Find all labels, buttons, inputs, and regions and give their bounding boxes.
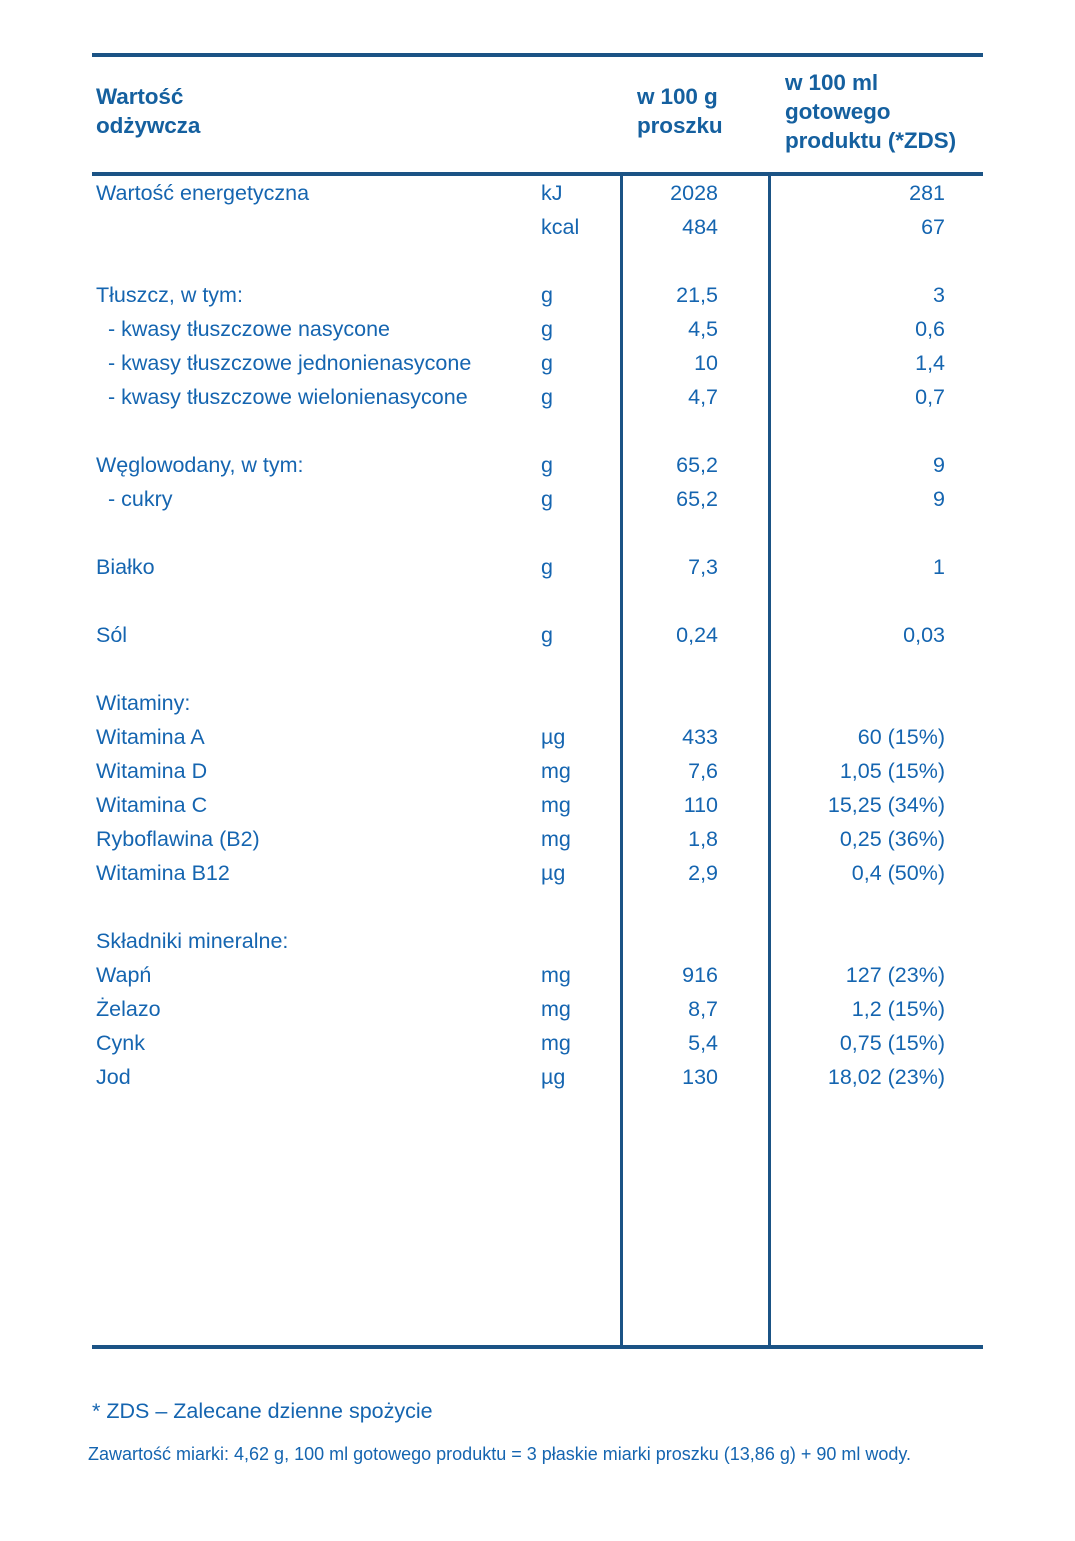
row-unit: µg (541, 1065, 566, 1089)
scoop-footnote: Zawartość miarki: 4,62 g, 100 ml gotowego produktu = 3 płaskie miarki proszku (13,86 g) + 90 ml wody. (88, 1444, 912, 1464)
row-label: Węglowodany, w tym: (96, 453, 304, 477)
row-label: Ryboflawina (B2) (96, 827, 260, 851)
row-value-100ml: 1,2 (15%) (851, 997, 945, 1021)
row-unit: g (541, 385, 553, 409)
row-value-100ml: 18,02 (23%) (827, 1065, 945, 1089)
row-value-100ml: 0,6 (915, 317, 945, 341)
row-value-100g: 484 (682, 215, 718, 239)
row-value-100ml: 1,4 (915, 351, 945, 375)
row-value-100ml: 0,4 (50%) (851, 861, 945, 885)
table-row (0, 278, 1075, 312)
zds-footnote: * ZDS – Zalecane dzienne spożycie (92, 1399, 433, 1423)
row-unit: mg (541, 793, 571, 817)
row-spacer (0, 652, 1075, 686)
row-label: - cukry (108, 487, 173, 511)
table-bottom-rule (92, 1345, 983, 1349)
row-label: Cynk (96, 1031, 145, 1055)
row-label: Witamina A (96, 725, 205, 749)
row-value-100g: 5,4 (688, 1031, 718, 1055)
row-label: Białko (96, 555, 155, 579)
header-col1-line2: proszku (637, 113, 723, 138)
row-value-100g: 433 (682, 725, 718, 749)
row-label: Jod (96, 1065, 131, 1089)
row-value-100ml: 15,25 (34%) (827, 793, 945, 817)
row-label: Żelazo (96, 997, 161, 1021)
row-unit: g (541, 453, 553, 477)
row-unit: kJ (541, 181, 563, 205)
row-label: Witamina D (96, 759, 208, 783)
table-row (0, 686, 1075, 720)
row-label: Witaminy: (96, 691, 191, 715)
row-spacer (0, 414, 1075, 448)
table-row (0, 720, 1075, 754)
row-value-100ml: 9 (933, 487, 945, 511)
row-unit: µg (541, 725, 566, 749)
row-value-100g: 0,24 (676, 623, 718, 647)
row-unit: kcal (541, 215, 580, 239)
row-label: - kwasy tłuszczowe jednonienasycone (108, 351, 472, 375)
table-row (0, 312, 1075, 346)
header-col2-line3: produktu (*ZDS) (785, 128, 956, 153)
row-label: Składniki mineralne: (96, 929, 289, 953)
row-unit: g (541, 487, 553, 511)
row-spacer (0, 516, 1075, 550)
row-label: Tłuszcz, w tym: (96, 283, 243, 307)
row-unit: g (541, 351, 553, 375)
row-label: Sól (96, 623, 128, 647)
row-value-100ml: 1 (933, 555, 945, 579)
table-row (0, 822, 1075, 856)
row-label: - kwasy tłuszczowe nasycone (108, 317, 390, 341)
row-value-100g: 8,7 (688, 997, 718, 1021)
header-per-100g-column (637, 82, 767, 140)
row-value-100g: 7,6 (688, 759, 718, 783)
table-row (0, 176, 1075, 210)
header-per-100ml-column (785, 68, 995, 155)
header-col1-line1: w 100 g (637, 84, 718, 109)
row-unit: mg (541, 997, 571, 1021)
row-unit: g (541, 555, 553, 579)
row-value-100g: 110 (683, 793, 718, 817)
row-unit: mg (541, 827, 571, 851)
row-value-100ml: 67 (921, 215, 945, 239)
table-row (0, 958, 1075, 992)
header-nutrient-column (96, 82, 496, 140)
row-spacer (0, 244, 1075, 278)
row-value-100ml: 0,03 (903, 623, 945, 647)
table-row (0, 550, 1075, 584)
table-row (0, 1060, 1075, 1094)
header-col2-line2: gotowego (785, 99, 891, 124)
row-value-100g: 4,7 (688, 385, 718, 409)
header-col2-line1: w 100 ml (785, 70, 879, 95)
row-value-100g: 65,2 (676, 487, 718, 511)
row-unit: mg (541, 1031, 571, 1055)
table-row (0, 380, 1075, 414)
row-value-100ml: 0,75 (15%) (839, 1031, 945, 1055)
row-value-100ml: 0,25 (36%) (839, 827, 945, 851)
row-unit: g (541, 283, 553, 307)
row-value-100g: 916 (682, 963, 718, 987)
row-value-100g: 130 (682, 1065, 718, 1089)
row-value-100g: 4,5 (688, 317, 718, 341)
header-title-line2: odżywcza (96, 113, 201, 138)
row-value-100g: 2,9 (688, 861, 718, 885)
row-label: - kwasy tłuszczowe wielonienasycone (108, 385, 468, 409)
table-row (0, 346, 1075, 380)
row-value-100g: 10 (694, 351, 718, 375)
row-label: Witamina B12 (96, 861, 230, 885)
table-row (0, 210, 1075, 244)
row-value-100g: 7,3 (688, 555, 718, 579)
row-label: Wartość energetyczna (96, 181, 310, 205)
row-value-100ml: 9 (933, 453, 945, 477)
table-row (0, 754, 1075, 788)
row-value-100g: 65,2 (676, 453, 718, 477)
row-value-100ml: 127 (23%) (845, 963, 945, 987)
row-unit: mg (541, 963, 571, 987)
row-label: Witamina C (96, 793, 208, 817)
row-value-100ml: 60 (15%) (857, 725, 945, 749)
row-label: Wapń (96, 963, 152, 987)
table-row (0, 992, 1075, 1026)
row-spacer (0, 584, 1075, 618)
table-top-rule (92, 53, 983, 57)
row-unit: g (541, 623, 553, 647)
table-row (0, 856, 1075, 890)
row-spacer (0, 890, 1075, 924)
header-title-line1: Wartość (96, 84, 184, 109)
table-row (0, 1026, 1075, 1060)
table-row (0, 482, 1075, 516)
row-unit: µg (541, 861, 566, 885)
row-unit: mg (541, 759, 571, 783)
table-row (0, 448, 1075, 482)
table-row (0, 618, 1075, 652)
row-value-100ml: 281 (909, 181, 945, 205)
table-row (0, 788, 1075, 822)
row-value-100g: 2028 (670, 181, 718, 205)
row-value-100g: 21,5 (676, 283, 718, 307)
row-value-100ml: 1,05 (15%) (839, 759, 945, 783)
row-unit: g (541, 317, 553, 341)
row-value-100ml: 0,7 (915, 385, 945, 409)
nutrition-rows (0, 176, 1075, 1094)
table-row (0, 924, 1075, 958)
row-value-100ml: 3 (933, 283, 945, 307)
row-value-100g: 1,8 (688, 827, 718, 851)
